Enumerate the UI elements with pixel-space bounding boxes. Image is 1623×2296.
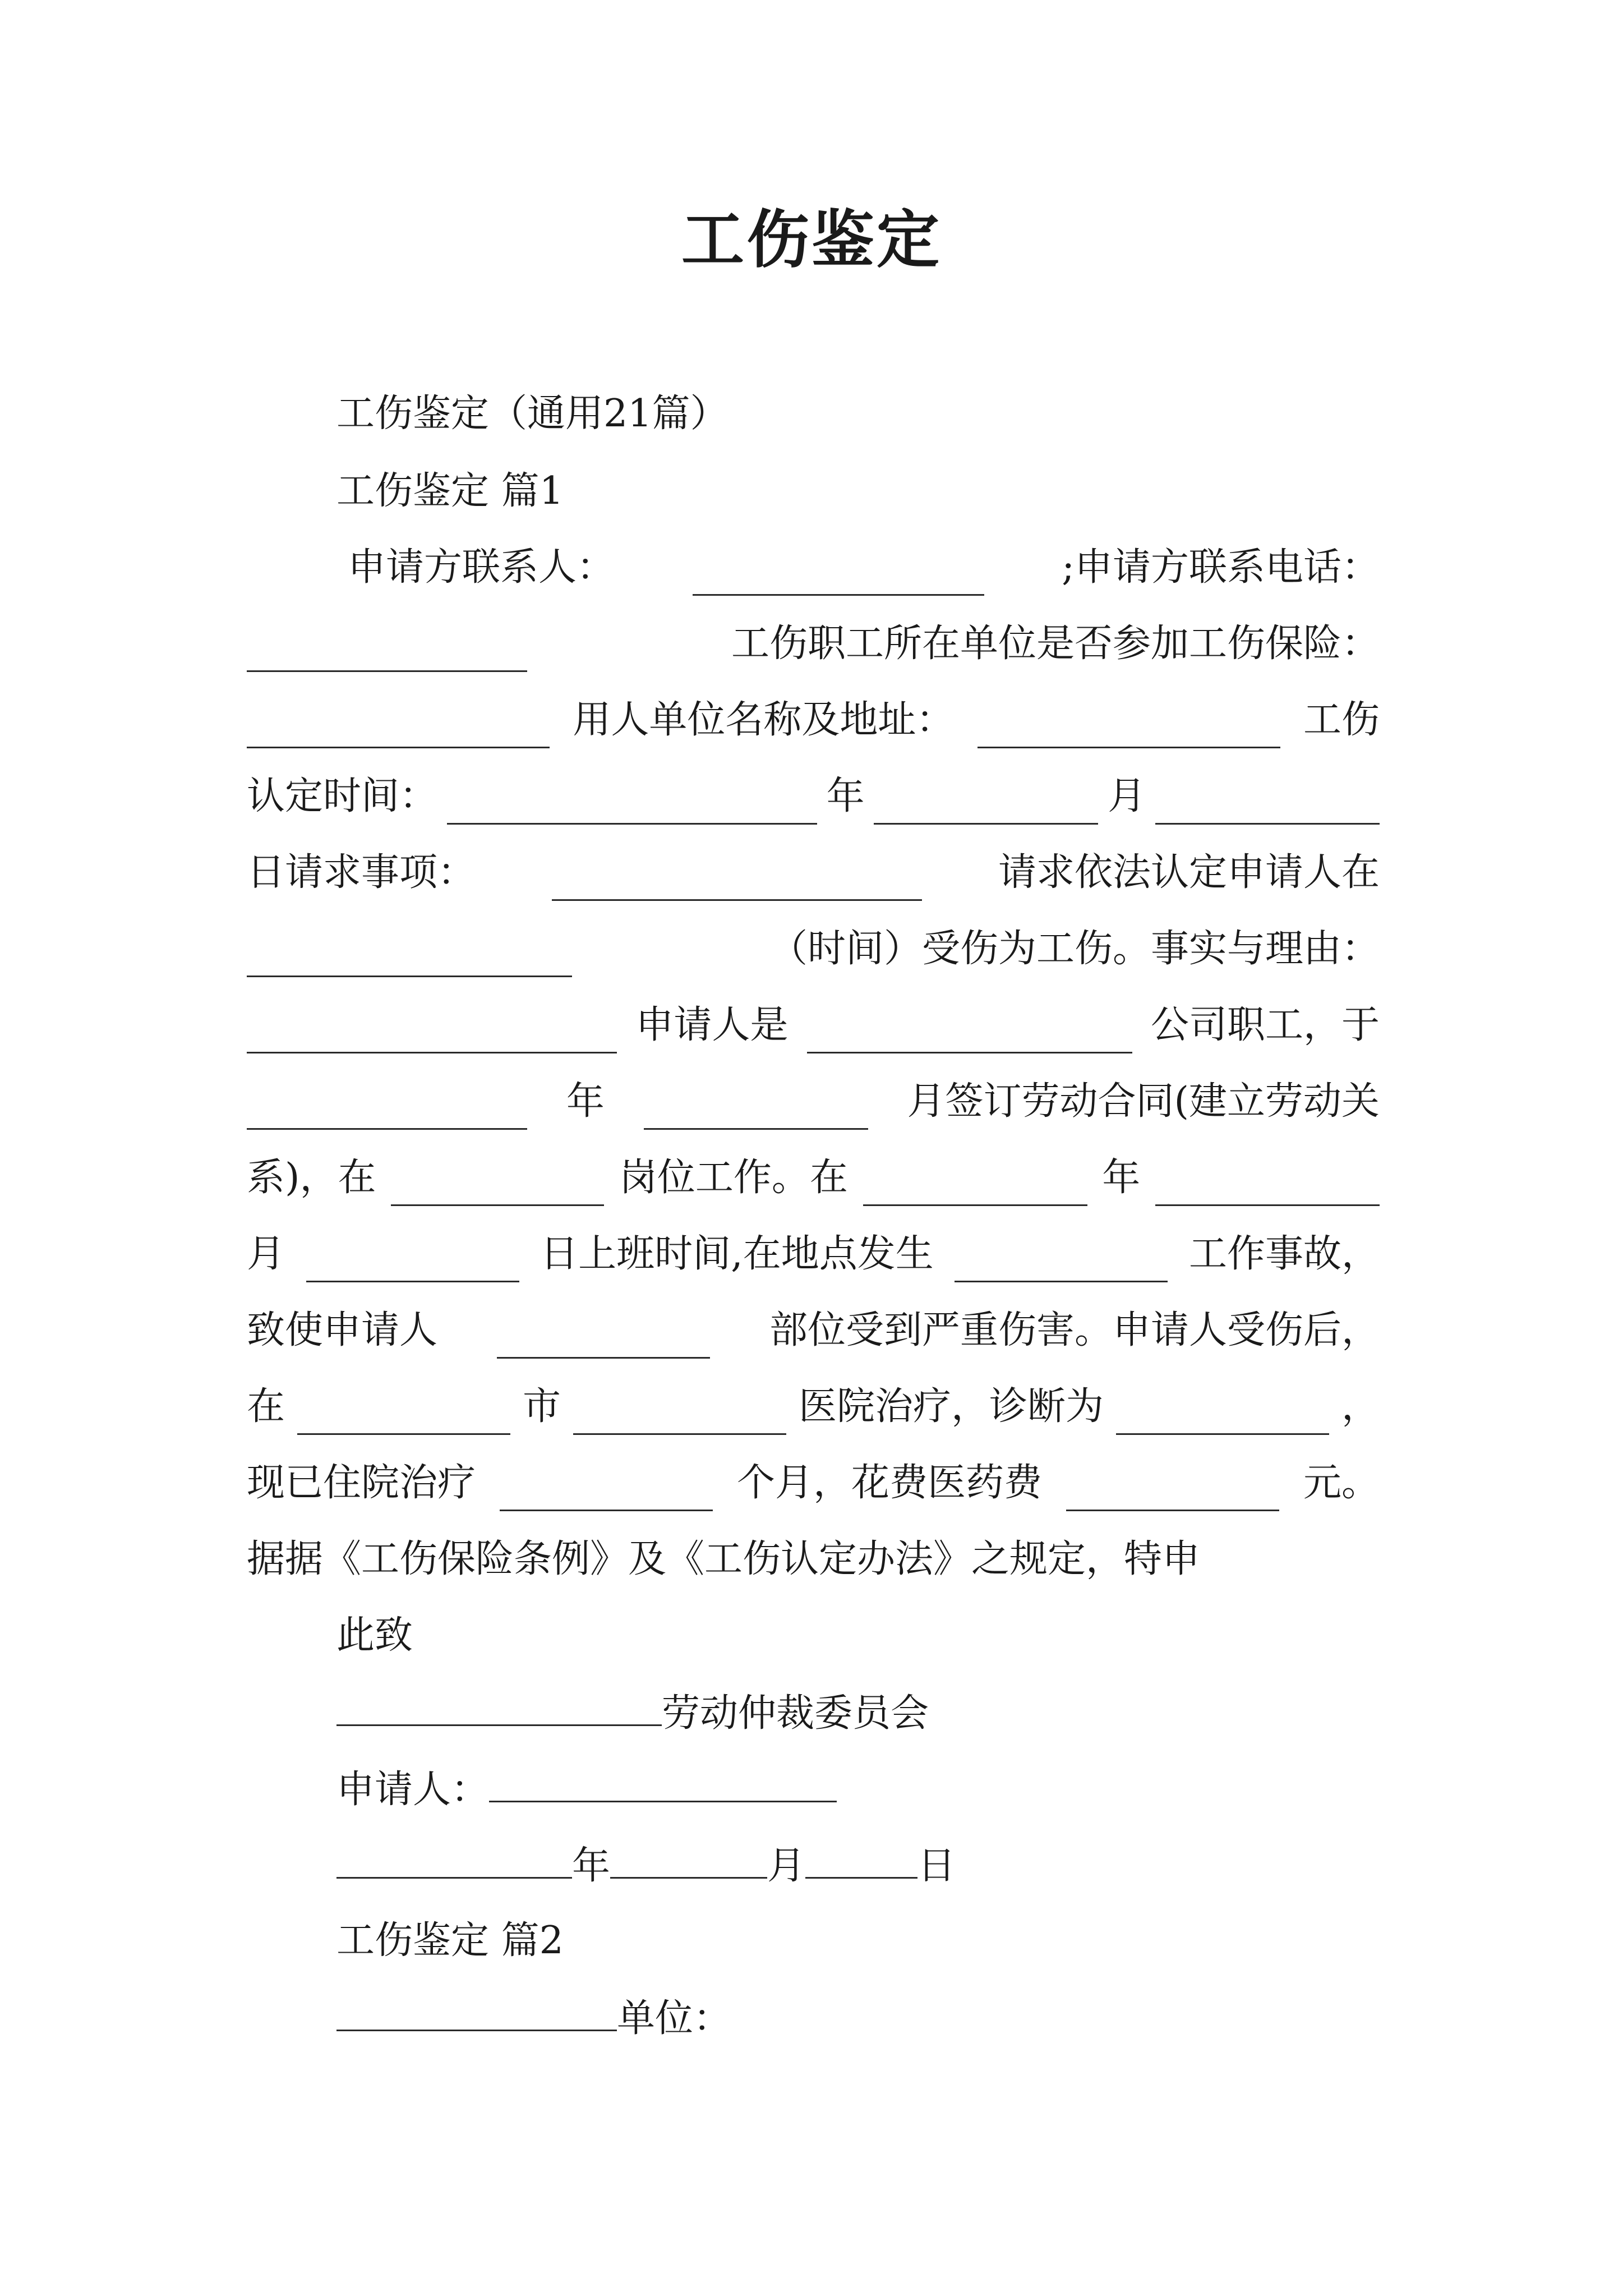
text-segment: 公司职工，于	[1150, 1003, 1380, 1047]
insured-blank	[247, 706, 550, 748]
text-segment: 系)，在	[247, 1156, 376, 1200]
form-line-contact	[348, 540, 1380, 596]
text-segment: 部位受到严重伤害。申请人受伤后，	[769, 1308, 1380, 1352]
committee-label: 劳动仲裁委员会	[662, 1691, 929, 1736]
form-line-employer	[247, 692, 1380, 748]
incident-year-blank	[863, 1164, 1087, 1206]
body-part-blank	[497, 1317, 710, 1359]
form-line-basis: 据据《工伤保险条例》及《工伤认定办法》之规定，特申	[247, 1537, 1201, 1581]
form-line-company	[247, 997, 1380, 1053]
applicant-blank	[489, 1760, 837, 1802]
text-segment: ，	[1341, 1384, 1380, 1429]
form-line-incident	[247, 1226, 1380, 1282]
contract-month-blank	[644, 1088, 868, 1130]
form-line-request	[247, 845, 1380, 901]
applicant-label: 申请人：	[336, 1768, 490, 1812]
committee-line	[336, 1684, 1469, 1740]
contact-blank	[693, 554, 984, 596]
form-line-injury	[247, 1303, 1380, 1359]
text-segment: 在	[247, 1384, 285, 1429]
committee-blank	[336, 1684, 662, 1726]
text-segment: 岗位工作。在	[619, 1156, 848, 1200]
city-blank	[297, 1393, 510, 1435]
sign-month-blank	[610, 1837, 767, 1879]
document-subtitle: 工伤鉴定（通用21篇）	[336, 392, 728, 436]
text-segment: 元。	[1303, 1461, 1380, 1505]
employer-label: 用人单位名称及地址：	[573, 698, 955, 742]
text-segment: 市	[522, 1384, 561, 1429]
text-segment: 年	[572, 1844, 611, 1888]
document-title: 工伤鉴定	[681, 203, 942, 277]
reason-blank	[247, 1011, 617, 1053]
unit-label: 单位：	[617, 1996, 732, 2041]
text-segment: （时间）受伤为工伤。事实与理由：	[769, 927, 1380, 971]
text-segment: 月签订劳动合同(建立劳动关	[907, 1079, 1380, 1124]
text-segment: 年	[1102, 1156, 1141, 1200]
text-segment: 现已住院治疗	[247, 1461, 476, 1505]
text-segment: 年	[566, 1079, 605, 1124]
position-blank	[391, 1164, 604, 1206]
section2-unit-line	[336, 1989, 1469, 2045]
text-segment: 医院治疗，诊断为	[798, 1384, 1104, 1429]
cost-blank	[1066, 1469, 1279, 1511]
section-heading-1: 工伤鉴定 篇1	[336, 469, 564, 513]
date-blank	[447, 783, 817, 825]
section-heading-2: 工伤鉴定 篇2	[336, 1918, 564, 1963]
hospital-blank	[573, 1393, 786, 1435]
text-segment: 年	[826, 774, 865, 818]
form-line-position	[247, 1150, 1380, 1206]
incident-month-blank	[1155, 1164, 1380, 1206]
text-segment: 工作事故，	[1188, 1232, 1380, 1276]
time-blank	[247, 935, 572, 977]
salutation: 此致	[336, 1613, 413, 1658]
form-line-insurance	[247, 616, 1380, 672]
sign-day-blank	[805, 1837, 917, 1879]
contract-year-blank	[247, 1088, 527, 1130]
form-line-hospital	[247, 1379, 1380, 1435]
phone-label: ;申请方联系电话：	[1062, 545, 1380, 590]
incident-day-blank	[306, 1240, 519, 1282]
accident-blank	[955, 1240, 1168, 1282]
text-segment: 工伤	[1303, 698, 1380, 742]
employer-blank	[978, 706, 1280, 748]
text-segment: 申请人是	[635, 1003, 789, 1047]
text-segment: 日	[917, 1844, 956, 1888]
text-segment: 月	[247, 1232, 285, 1276]
insured-label: 工伤职工所在单位是否参加工伤保险：	[731, 622, 1380, 666]
signature-date-line	[336, 1837, 1469, 1893]
phone-blank	[247, 630, 527, 672]
months-blank	[500, 1469, 713, 1511]
form-line-time	[247, 921, 1380, 977]
text-segment: 月	[767, 1844, 806, 1888]
company-blank	[807, 1011, 1132, 1053]
sign-year-blank	[336, 1837, 572, 1879]
text-segment: 月	[1108, 774, 1146, 818]
contact-label: 申请方联系人：	[348, 545, 615, 590]
text-segment: 请求依法认定申请人在	[998, 850, 1380, 895]
form-line-contract	[247, 1074, 1380, 1130]
unit-blank	[336, 1989, 617, 2031]
applicant-line	[336, 1760, 1469, 1816]
diagnosis-blank	[1116, 1393, 1329, 1435]
text-segment: 致使申请人	[247, 1308, 438, 1352]
date-blank	[874, 783, 1098, 825]
form-line-cost	[247, 1455, 1380, 1511]
form-line-date	[247, 769, 1380, 825]
text-segment: 日上班时间,在地点发生	[540, 1232, 934, 1276]
text-segment: 个月，花费医药费	[736, 1461, 1042, 1505]
text-segment: 日请求事项：	[247, 850, 476, 895]
text-segment: 认定时间：	[247, 774, 438, 818]
request-blank	[552, 859, 922, 901]
date-blank	[1155, 783, 1380, 825]
